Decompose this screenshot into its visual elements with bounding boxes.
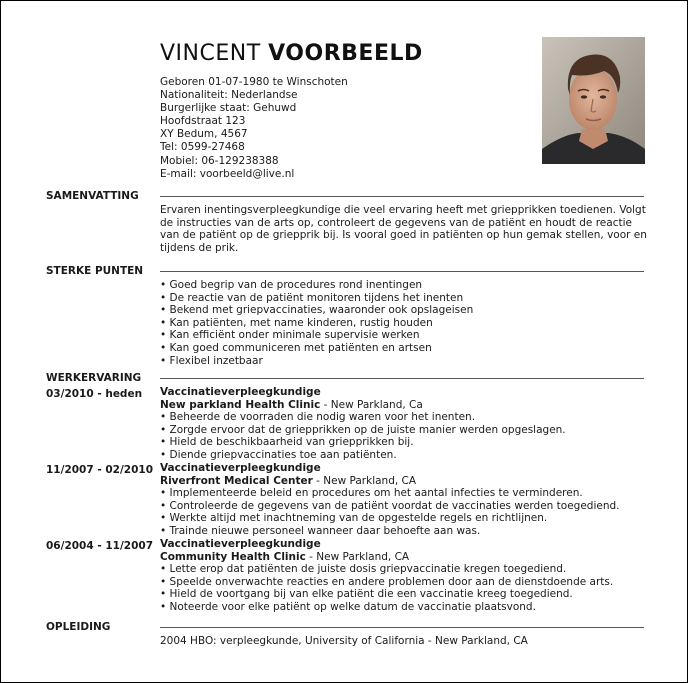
marital-status: Burgerlijke staat: Gehuwd bbox=[160, 102, 297, 115]
education-divider bbox=[160, 627, 644, 628]
job-title: Vaccinatieverpleegkundige bbox=[160, 538, 321, 550]
employer-name: Riverfront Medical Center bbox=[160, 474, 313, 487]
job-duty: • Noteerde voor elke patiënt op welke datum de vaccinatie plaatsvond. bbox=[160, 600, 536, 613]
strengths-divider bbox=[160, 271, 644, 272]
summary-heading: SAMENVATTING bbox=[46, 190, 139, 202]
job-employer-line bbox=[160, 551, 613, 564]
job-duty: • Hield de beschikbaarheid van griepprikken bij. bbox=[160, 436, 414, 449]
strengths-list bbox=[160, 279, 473, 367]
job-duty: • Hield de voortgang bij van elke patiënt die een vaccinatie kreeg toegediend. bbox=[160, 588, 573, 601]
experience-heading: WERKERVARING bbox=[46, 372, 142, 384]
job-duty: • Controleerde de gegevens van de patiënt voordat de vaccinaties werden toegediend. bbox=[160, 499, 620, 512]
education-heading: OPLEIDING bbox=[46, 621, 111, 633]
education-text: 2004 HBO: verpleegkunde, University of California - New Parkland, CA bbox=[160, 635, 528, 647]
employer-name: New parkland Health Clinic bbox=[160, 398, 321, 411]
candidate-name bbox=[160, 41, 423, 66]
job-duty: • Diende griepvaccinaties toe aan patiënten. bbox=[160, 448, 397, 461]
birth-info: Geboren 01-07-1980 te Winschoten bbox=[160, 76, 348, 88]
job-entry bbox=[160, 386, 566, 462]
job-duty: • Speelde onverwachte reacties en andere problemen door aan de dienstdoende arts. bbox=[160, 575, 614, 588]
phone: Tel: 0599-27468 bbox=[160, 141, 245, 154]
employer-location: - New Parkland, CA bbox=[305, 550, 410, 563]
job-duty: • Trainde nieuwe personeel wanneer daar behoefte aan was. bbox=[160, 524, 481, 537]
strength-item: • Kan goed communiceren met patiënten en artsen bbox=[160, 341, 432, 354]
strengths-heading: STERKE PUNTEN bbox=[46, 265, 144, 277]
strength-item: • Kan patiënten, met name kinderen, rustig houden bbox=[160, 316, 433, 329]
portrait-image bbox=[542, 37, 645, 164]
summary-text: Ervaren inentingsverpleegkundige die veel ervaring heeft met griepprikken toedienen. Volgt de instructies van de arts op, controleert de gegevens van de patiënt en houdt de reactie van de patiënt op de griepprik bij. Is vooral goed in patiënten op hun gemak stellen, voor en tijdens de prik. bbox=[160, 204, 647, 254]
job-entry bbox=[160, 462, 620, 538]
job-title: Vaccinatieverpleegkundige bbox=[160, 462, 321, 474]
mobile: Mobiel: 06-129238388 bbox=[160, 154, 279, 167]
strength-item: • Kan efficiënt onder minimale supervisie werken bbox=[160, 329, 420, 342]
strength-item: • Flexibel inzetbaar bbox=[160, 354, 263, 367]
street-address: Hoofdstraat 123 bbox=[160, 115, 246, 128]
strength-item: • Goed begrip van de procedures rond inentingen bbox=[160, 279, 423, 291]
strength-item: • De reactie van de patiënt monitoren tijdens het inenten bbox=[160, 291, 464, 304]
job-duty: • Werkte altijd met inachtneming van de opgestelde regels en richtlijnen. bbox=[160, 512, 548, 525]
job-employer-line bbox=[160, 399, 566, 412]
job-duty: • Zorgde ervoor dat de griepprikken op de juiste manier werden opgeslagen. bbox=[160, 423, 566, 436]
job-entry bbox=[160, 538, 613, 614]
employer-location: - New Parkland, Ca bbox=[320, 398, 423, 411]
strength-item: • Bekend met griepvaccinaties, waaronder ook opslageisen bbox=[160, 304, 474, 317]
first-name: VINCENT bbox=[160, 41, 261, 66]
nationality: Nationaliteit: Nederlandse bbox=[160, 89, 298, 102]
summary-divider bbox=[160, 196, 644, 197]
last-name: VOORBEELD bbox=[268, 41, 423, 66]
job-duty: • Lette erop dat patiënten de juiste dosis griepvaccinatie kregen toegediend. bbox=[160, 563, 567, 576]
job-dates: 03/2010 - heden bbox=[46, 388, 143, 400]
postal-city: XY Bedum, 4567 bbox=[160, 128, 248, 141]
job-dates: 11/2007 - 02/2010 bbox=[46, 464, 154, 476]
employer-name: Community Health Clinic bbox=[160, 550, 306, 563]
profile-photo bbox=[542, 37, 645, 164]
experience-divider bbox=[160, 378, 644, 379]
job-duty: • Implementeerde beleid en procedures om het aantal infecties te verminderen. bbox=[160, 487, 583, 500]
job-title: Vaccinatieverpleegkundige bbox=[160, 386, 321, 398]
job-duty: • Beheerde de voorraden die nodig waren voor het inenten. bbox=[160, 411, 476, 424]
job-employer-line bbox=[160, 475, 620, 488]
contact-details bbox=[160, 76, 348, 181]
job-dates: 06/2004 - 11/2007 bbox=[46, 540, 154, 552]
employer-location: - New Parkland, CA bbox=[312, 474, 417, 487]
email: E-mail: voorbeeld@live.nl bbox=[160, 167, 295, 180]
